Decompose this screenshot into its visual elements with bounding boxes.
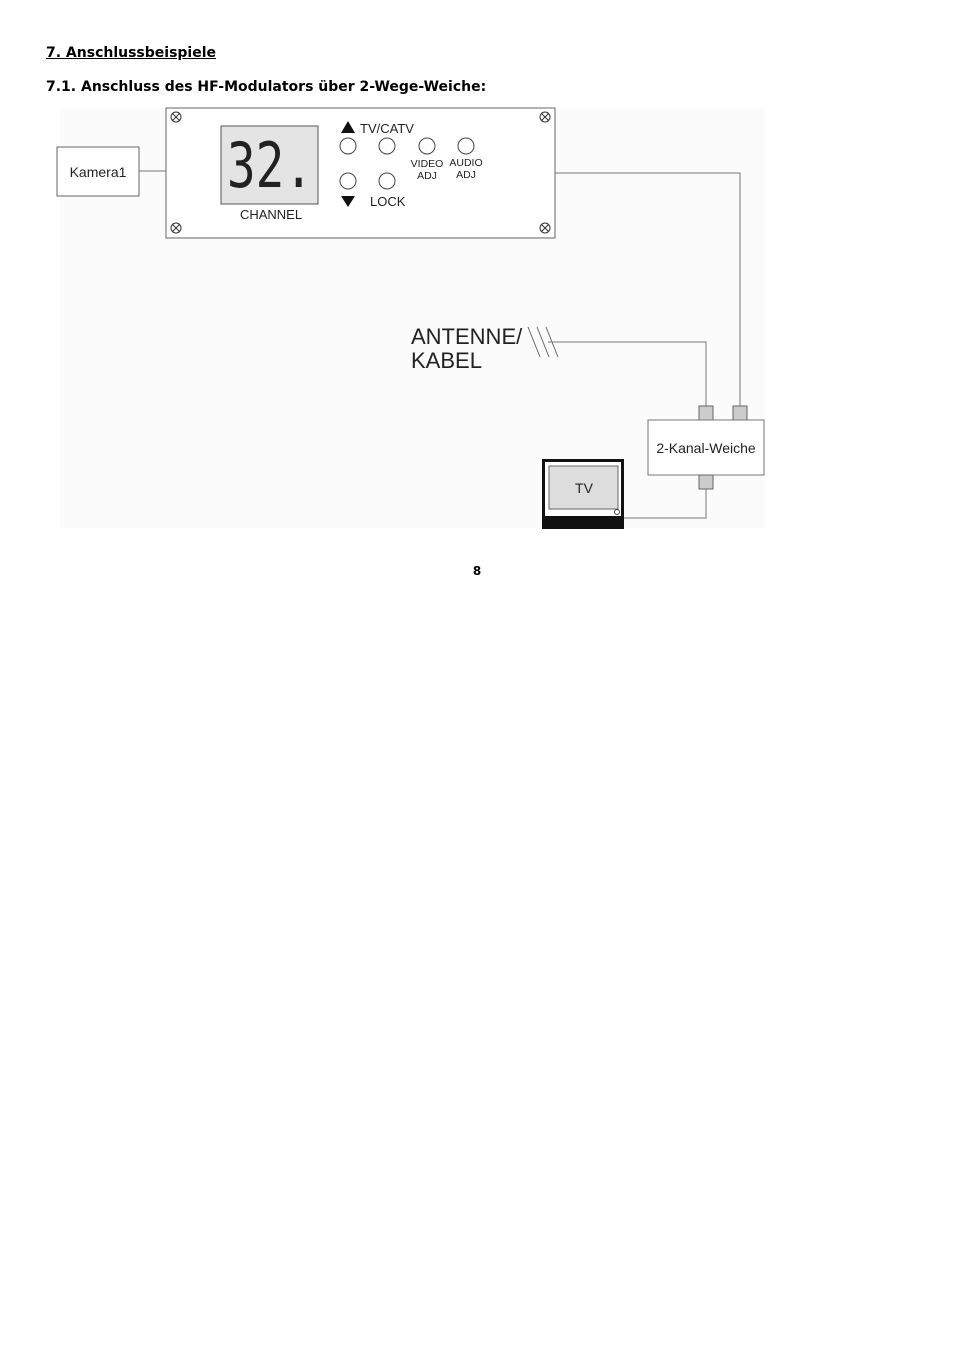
channel-display-value: 32. [227,129,313,202]
splitter-label: 2-Kanal-Weiche [656,440,756,456]
screw-icon [540,112,550,122]
tv-catv-button [340,138,356,154]
tv-label: TV [575,480,593,496]
lock-label: LOCK [370,194,406,209]
video-adj-button [419,138,435,154]
antenna-label-1: ANTENNE/ [411,324,523,349]
splitter-output-port [699,475,713,489]
lock-button [379,173,395,189]
screw-icon [171,112,181,122]
page-number: 8 [472,564,482,578]
antenna-label-2: KABEL [411,348,482,373]
hf-modulator-panel [166,108,555,238]
screw-icon [171,223,181,233]
tv-catv-label: TV/CATV [360,121,414,136]
audio-adj-button [458,138,474,154]
audio-adj-label-1: AUDIO [449,157,483,169]
connection-diagram [0,0,954,560]
subsection-title: 7.1. Anschluss des HF-Modulators über 2-Wege-Weiche: [46,79,487,95]
screw-icon [540,223,550,233]
splitter-input-port [699,406,713,420]
channel-up-button [379,138,395,154]
splitter-input-port [733,406,747,420]
camera-box [57,147,139,196]
camera-label: Kamera1 [69,164,127,180]
channel-down-button [340,173,356,189]
tv-set [542,459,624,529]
audio-adj-label-2: ADJ [456,169,476,181]
channel-label: CHANNEL [239,207,303,222]
tv-power-icon [615,510,620,515]
section-title: 7. Anschlussbeispiele [46,45,217,61]
video-adj-label-2: ADJ [417,170,437,182]
video-adj-label-1: VIDEO [410,158,444,170]
